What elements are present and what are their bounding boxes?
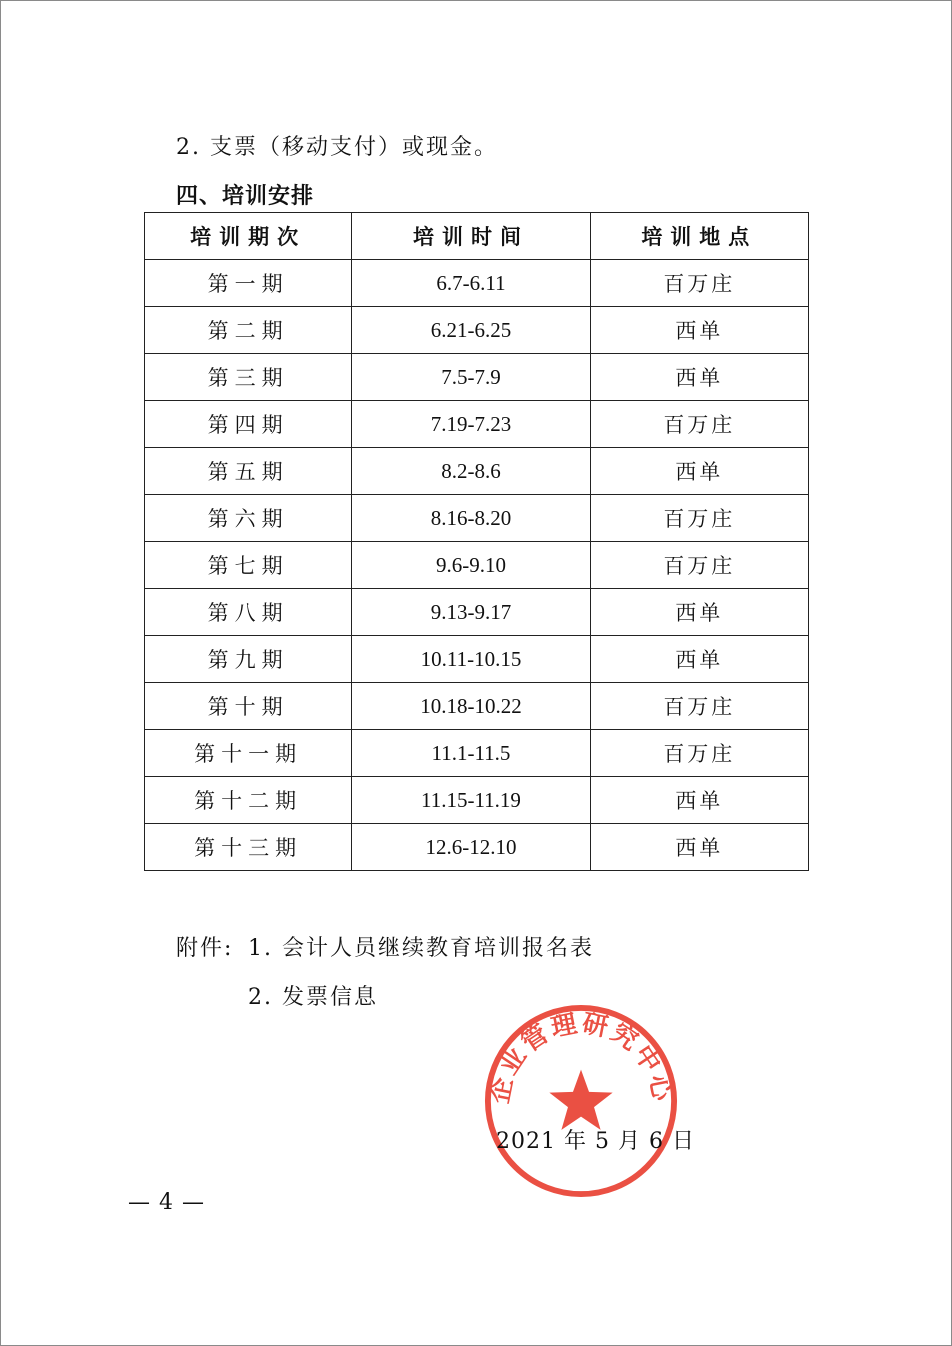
attachment-item: 2. 发票信息: [248, 985, 378, 1010]
location-cell: 百万庄: [590, 495, 808, 542]
dates-cell: 9.13-9.17: [352, 589, 590, 636]
location-cell: 西单: [590, 354, 808, 401]
header-location: 培训地点: [590, 213, 808, 260]
location-cell: 西单: [590, 307, 808, 354]
star-icon: [549, 1070, 612, 1130]
table-row: [145, 636, 809, 683]
location-cell: 西单: [590, 824, 808, 871]
period-cell: 第九期: [145, 636, 352, 683]
table-row: [145, 401, 809, 448]
period-cell: 第二期: [145, 307, 352, 354]
page-number: — 4 —: [128, 1190, 205, 1215]
location-cell: 百万庄: [590, 401, 808, 448]
dates-cell: 9.6-9.10: [352, 542, 590, 589]
location-cell: 西单: [590, 589, 808, 636]
seal-text: 企业管理研究中心: [484, 1008, 678, 1107]
table-row: [145, 777, 809, 824]
period-cell: 第七期: [145, 542, 352, 589]
table-row: [145, 260, 809, 307]
header-dates: 培训时间: [352, 213, 590, 260]
table-row: [145, 589, 809, 636]
table-header-row: [145, 213, 809, 260]
table-row: [145, 307, 809, 354]
dates-cell: 6.7-6.11: [352, 260, 590, 307]
period-cell: 第六期: [145, 495, 352, 542]
dates-cell: 8.16-8.20: [352, 495, 590, 542]
period-cell: 第十二期: [145, 777, 352, 824]
location-cell: 西单: [590, 448, 808, 495]
table-row: [145, 730, 809, 777]
dates-cell: 10.18-10.22: [352, 683, 590, 730]
table-row: [145, 542, 809, 589]
period-cell: 第三期: [145, 354, 352, 401]
payment-method-line: 2. 支票（移动支付）或现金。: [176, 135, 498, 160]
dates-cell: 11.15-11.19: [352, 777, 590, 824]
location-cell: 百万庄: [590, 260, 808, 307]
table-row: [145, 495, 809, 542]
table-row: [145, 824, 809, 871]
signature-date: 2021 年 5 月 6 日: [496, 1129, 695, 1154]
section-heading: 四、培训安排: [176, 184, 315, 209]
dates-cell: 12.6-12.10: [352, 824, 590, 871]
table-row: [145, 448, 809, 495]
location-cell: 百万庄: [590, 683, 808, 730]
dates-cell: 6.21-6.25: [352, 307, 590, 354]
attachment-item: 1. 会计人员继续教育培训报名表: [248, 936, 594, 961]
period-cell: 第一期: [145, 260, 352, 307]
period-cell: 第十三期: [145, 824, 352, 871]
dates-cell: 7.19-7.23: [352, 401, 590, 448]
location-cell: 百万庄: [590, 542, 808, 589]
period-cell: 第五期: [145, 448, 352, 495]
header-period: 培训期次: [145, 213, 352, 260]
table-row: [145, 683, 809, 730]
training-schedule-table: [144, 212, 809, 871]
period-cell: 第四期: [145, 401, 352, 448]
location-cell: 西单: [590, 636, 808, 683]
table-row: [145, 354, 809, 401]
dates-cell: 11.1-11.5: [352, 730, 590, 777]
dates-cell: 8.2-8.6: [352, 448, 590, 495]
attachments-label: 附件:: [176, 936, 234, 961]
location-cell: 百万庄: [590, 730, 808, 777]
dates-cell: 10.11-10.15: [352, 636, 590, 683]
location-cell: 西单: [590, 777, 808, 824]
period-cell: 第十一期: [145, 730, 352, 777]
dates-cell: 7.5-7.9: [352, 354, 590, 401]
period-cell: 第八期: [145, 589, 352, 636]
official-seal: [483, 1003, 679, 1199]
period-cell: 第十期: [145, 683, 352, 730]
